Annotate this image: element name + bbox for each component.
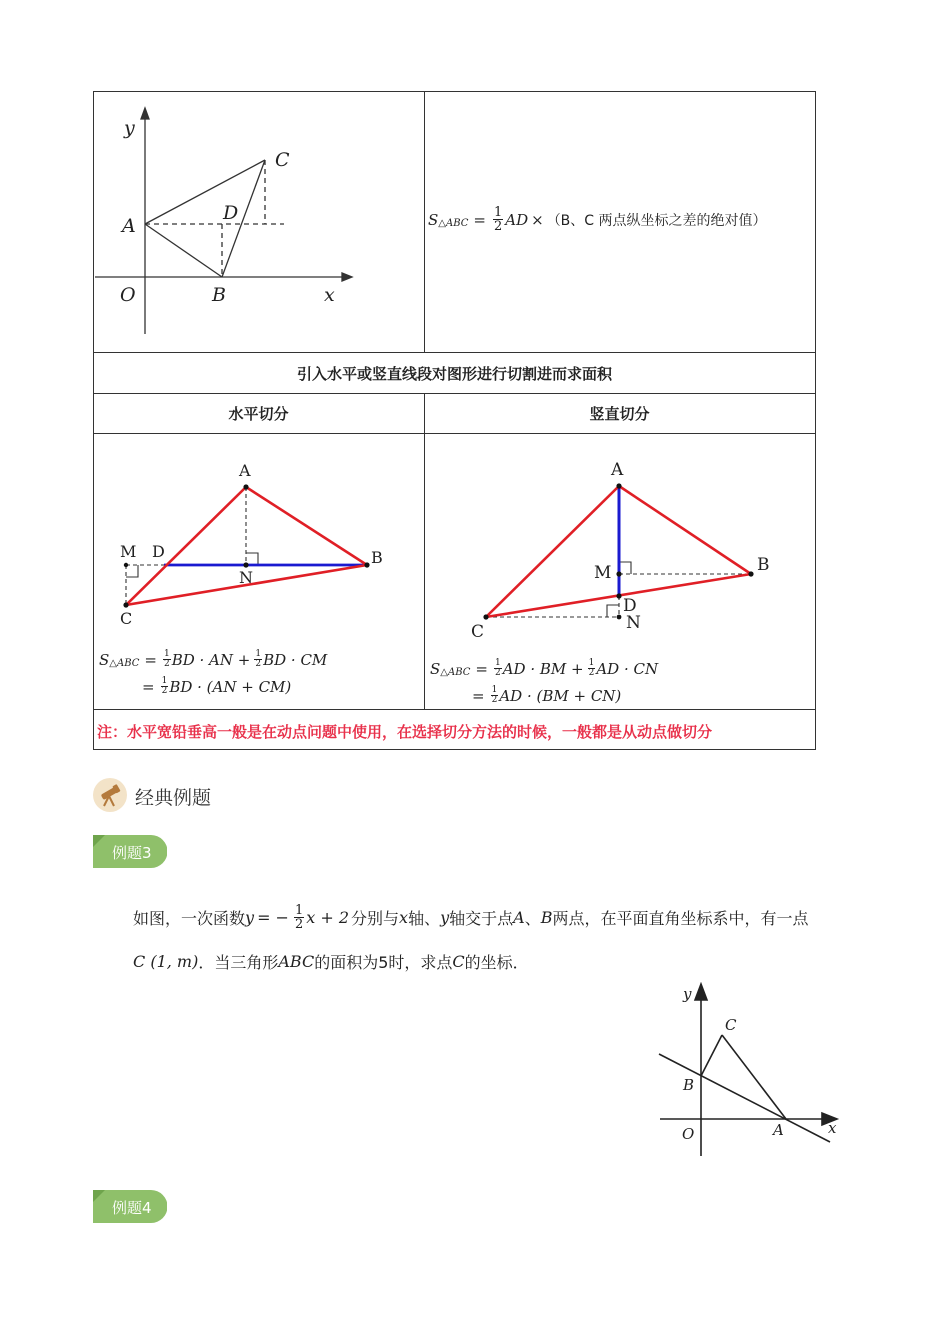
math: C (1, m) — [133, 952, 199, 971]
problem-line-1 — [133, 904, 809, 931]
point-label-d: D — [623, 596, 637, 616]
point-label-a: A — [122, 215, 136, 237]
half-num: 1 — [255, 649, 262, 659]
formula-s: S — [99, 650, 110, 669]
formula-s: S — [430, 659, 441, 678]
point-label-b: B — [683, 1076, 695, 1094]
math: ABC — [278, 952, 315, 971]
formula-times: × — [531, 210, 544, 229]
half-den: 2 — [588, 668, 595, 678]
formula-horizontal-line1 — [99, 650, 327, 669]
column-head-horizontal: 水平切分 — [228, 405, 289, 423]
math: A — [513, 908, 525, 927]
frac-num: 1 — [294, 903, 304, 918]
origin-label: O — [120, 284, 136, 306]
point-label-d: D — [223, 202, 239, 224]
formula-sub: △ABC — [109, 658, 140, 669]
table-divider — [424, 91, 425, 353]
math: x — [399, 908, 409, 927]
point-label-c: C — [725, 1016, 737, 1034]
half-num: 1 — [588, 658, 595, 668]
origin-label: O — [682, 1125, 695, 1143]
math: x + 2 — [306, 908, 350, 927]
half-num: 1 — [161, 676, 168, 686]
math: = − — [257, 908, 289, 927]
math: y — [440, 908, 450, 927]
example-tag-label: 例题4 — [112, 1199, 152, 1217]
text: 的坐标． — [464, 953, 529, 972]
table-title: 引入水平或竖直线段对图形进行切割进而求面积 — [296, 365, 612, 383]
half-den: 2 — [163, 659, 170, 669]
formula-vertical-line1 — [430, 659, 658, 678]
text: 轴交于点 — [449, 909, 514, 928]
formula-eq: = — [472, 686, 485, 705]
point-label-d: D — [152, 542, 165, 561]
formula-eq: = — [475, 659, 488, 678]
text: 的面积为5时，求点 — [314, 953, 453, 972]
formula-term: AD · (BM + CN) — [499, 686, 622, 705]
point-label-m: M — [120, 542, 137, 561]
point-label-a: A — [611, 460, 624, 480]
half — [491, 686, 499, 705]
point-label-c: C — [275, 149, 290, 171]
formula-eq: = — [473, 210, 486, 229]
table-border-bottom — [93, 749, 816, 750]
frac-den: 2 — [493, 219, 503, 234]
formula-horizontal-line2 — [142, 677, 291, 696]
math: y — [245, 908, 255, 927]
figure-horizontal-cut — [94, 434, 424, 649]
formula-term: AD · BM + — [502, 659, 584, 678]
formula-term: BD · AN + — [171, 650, 251, 669]
point-label-a: A — [239, 461, 251, 480]
half-num: 1 — [494, 658, 501, 668]
formula-s: S — [428, 210, 439, 229]
table-divider — [93, 352, 816, 353]
half-den: 2 — [255, 659, 262, 669]
half — [494, 659, 502, 678]
formula-sub: △ABC — [440, 667, 471, 678]
point-label-n: N — [626, 613, 641, 633]
axis-label-y: y — [124, 117, 135, 139]
text: 分别与 — [351, 909, 400, 928]
table-border-right — [815, 91, 816, 750]
formula-term: BD · CM — [263, 650, 328, 669]
frac-den: 2 — [294, 917, 304, 932]
example-tag-label: 例题3 — [112, 844, 152, 862]
text: ．当三角形 — [198, 953, 279, 972]
frac-num: 1 — [493, 205, 503, 220]
figure-coordinate-triangle — [94, 92, 424, 352]
telescope-icon — [93, 778, 127, 812]
half-num: 1 — [491, 685, 498, 695]
formula-eq: = — [144, 650, 157, 669]
formula-eq: = — [142, 677, 155, 696]
table-divider — [93, 709, 816, 710]
half — [161, 677, 169, 696]
half — [254, 650, 262, 669]
problem-line-2 — [133, 950, 529, 973]
formula-vertical-line2 — [472, 686, 621, 705]
axis-label-x: x — [828, 1119, 837, 1137]
math: C — [452, 952, 465, 971]
text: 如图，一次函数 — [133, 909, 246, 928]
text: 、 — [524, 909, 541, 928]
axis-label-x: x — [324, 284, 335, 306]
point-label-n: N — [239, 568, 253, 587]
section-title: 经典例题 — [135, 787, 212, 809]
point-label-c: C — [120, 609, 133, 628]
formula-sub: △ABC — [438, 218, 469, 229]
half-den: 2 — [161, 686, 168, 696]
half-num: 1 — [163, 649, 170, 659]
half — [163, 650, 171, 669]
formula-ad: AD — [505, 210, 529, 229]
formula-note: （B、C 两点纵坐标之差的绝对值） — [546, 212, 767, 229]
point-label-m: M — [594, 563, 612, 583]
point-label-b: B — [371, 548, 383, 567]
fraction — [294, 904, 304, 931]
formula-fraction — [493, 206, 503, 233]
half-den: 2 — [494, 668, 501, 678]
column-head-vertical: 竖直切分 — [589, 405, 650, 423]
half — [588, 659, 596, 678]
point-label-b: B — [212, 284, 226, 306]
area-formula-1 — [428, 206, 767, 233]
point-label-c: C — [471, 622, 485, 642]
point-label-a: A — [773, 1121, 784, 1139]
half-den: 2 — [491, 695, 498, 705]
text: 轴、 — [408, 909, 441, 928]
point-label-b: B — [757, 555, 770, 575]
note-text: 注：水平宽铅垂高一般是在动点问题中使用，在选择切分方法的时候，一般都是从动点做切分 — [97, 723, 713, 741]
formula-term: BD · (AN + CM) — [169, 677, 292, 696]
figure-example3 — [655, 982, 845, 1162]
formula-term: AD · CN — [596, 659, 659, 678]
axis-label-y: y — [683, 985, 692, 1003]
math: B — [540, 908, 553, 927]
text: 两点，在平面直角坐标系中，有一点 — [552, 909, 809, 928]
figure-vertical-cut — [425, 434, 815, 649]
table-divider — [93, 393, 816, 394]
